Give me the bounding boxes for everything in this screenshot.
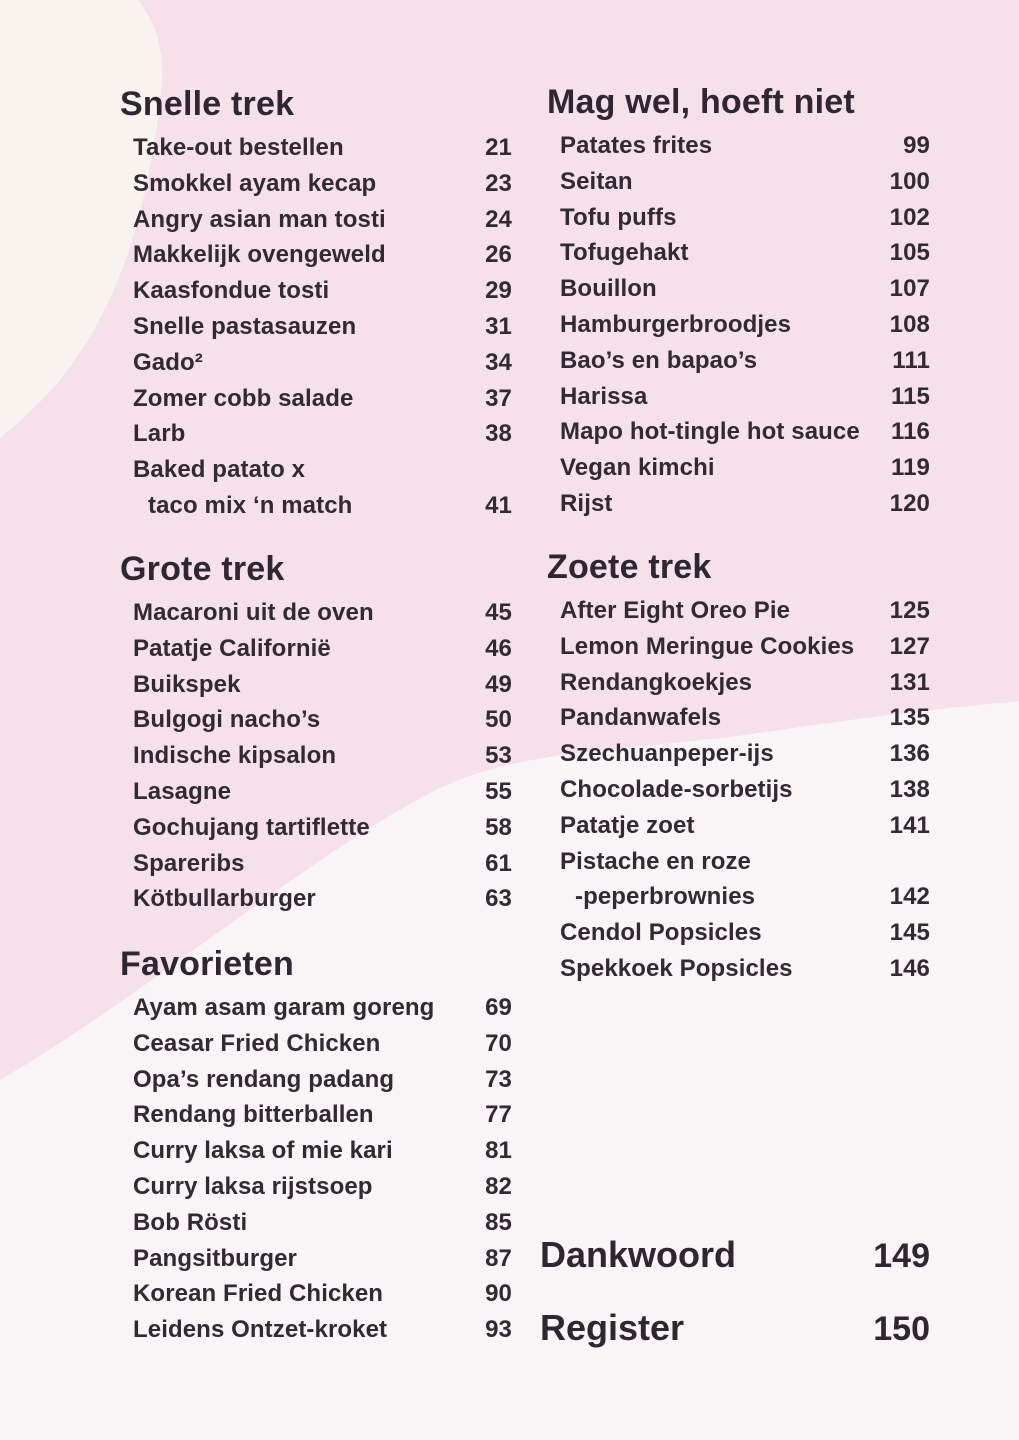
toc-list-favorieten — [120, 990, 512, 1348]
toc-entry-page: 146 — [889, 954, 930, 982]
toc-entry-label: Macaroni uit de oven — [133, 599, 374, 626]
toc-entry-page: 127 — [889, 632, 930, 660]
toc-entry-page: 125 — [889, 597, 930, 624]
toc-entry — [547, 128, 930, 164]
toc-entry — [120, 1205, 512, 1241]
toc-entry — [547, 915, 930, 951]
toc-entry-page: 99 — [903, 132, 930, 159]
toc-entry-page: 87 — [485, 1244, 512, 1272]
toc-entry-label: Take-out bestellen — [133, 134, 344, 161]
toc-entry-label: Kötbullarburger — [133, 885, 316, 913]
toc-entry-page: 73 — [485, 1065, 512, 1093]
toc-entry — [120, 381, 512, 417]
toc-entry-label: Vegan kimchi — [560, 454, 715, 482]
toc-entry-label: Pandanwafels — [560, 704, 722, 732]
toc-entry-page: 81 — [485, 1137, 512, 1165]
toc-entry-page: 82 — [485, 1172, 512, 1200]
toc-entry-label: Curry laksa rijstsoep — [133, 1172, 373, 1200]
toc-entry — [120, 774, 512, 810]
toc-entry — [120, 1169, 512, 1205]
toc-entry-page: 120 — [889, 489, 930, 517]
section-title-mag-wel-hoeft-niet: Mag wel, hoeft niet — [547, 83, 855, 121]
toc-entry — [120, 595, 512, 631]
toc-entry-page: 136 — [889, 740, 930, 768]
toc-entry-label: Mapo hot-tingle hot sauce — [560, 418, 860, 446]
toc-entry — [120, 1312, 512, 1348]
toc-entry — [120, 846, 512, 882]
register-entry — [540, 1307, 930, 1350]
toc-entry — [120, 1133, 512, 1169]
toc-entry-page: 37 — [485, 384, 512, 412]
toc-entry-label: Bulgogi nacho’s — [133, 706, 321, 734]
toc-entry — [120, 488, 512, 524]
toc-entry-page: 90 — [485, 1280, 512, 1308]
toc-entry-page: 63 — [485, 885, 512, 913]
toc-entry — [120, 738, 512, 774]
toc-entry-page: 21 — [485, 134, 512, 161]
section-title-zoete-trek: Zoete trek — [547, 548, 712, 586]
toc-entry-page: 145 — [889, 919, 930, 947]
toc-entry-page: 23 — [485, 169, 512, 197]
toc-entry — [120, 990, 512, 1026]
section-mag-wel-hoeft-niet — [547, 82, 930, 522]
register-label: Register — [540, 1307, 685, 1348]
toc-entry-label: Tofu puffs — [560, 203, 677, 231]
toc-entry-label: Chocolade-sorbetijs — [560, 775, 793, 803]
toc-entry-page: 31 — [485, 312, 512, 340]
toc-entry — [547, 772, 930, 808]
toc-list-zoete-trek — [547, 593, 930, 987]
toc-entry — [120, 631, 512, 667]
toc-entry — [120, 1097, 512, 1133]
toc-entry-label: Kaasfondue tosti — [133, 277, 330, 305]
toc-entry — [547, 164, 930, 200]
toc-entry-page: 77 — [485, 1101, 512, 1129]
toc-entry-page: 38 — [485, 420, 512, 448]
toc-entry-label: Patates frites — [560, 132, 713, 159]
toc-entry-page: 102 — [889, 203, 930, 231]
toc-entry-label: Rijst — [560, 489, 613, 517]
toc-entry-page: 142 — [889, 883, 930, 911]
toc-entry-label: Makkelijk ovengeweld — [133, 241, 386, 269]
section-zoete-trek — [547, 547, 930, 987]
toc-entry-label: Tofugehakt — [560, 239, 689, 267]
toc-entry — [547, 486, 930, 522]
toc-entry — [547, 379, 930, 415]
toc-entry — [547, 200, 930, 236]
toc-entry — [120, 273, 512, 309]
toc-entry — [547, 450, 930, 486]
toc-entry-label: Pistache en roze — [560, 847, 752, 875]
toc-entry-label: Pangsitburger — [133, 1244, 297, 1272]
toc-entry — [120, 810, 512, 846]
dankwoord-entry — [540, 1234, 930, 1277]
toc-entry-label: Indische kipsalon — [133, 742, 337, 770]
toc-entry — [547, 307, 930, 343]
section-snelle-trek — [120, 84, 512, 524]
toc-entry-page: 141 — [889, 811, 930, 839]
toc-entry-page: 55 — [485, 777, 512, 805]
toc-entry — [120, 345, 512, 381]
toc-entry — [120, 416, 512, 452]
toc-entry-page: 93 — [485, 1316, 512, 1344]
toc-entry — [120, 702, 512, 738]
section-title-favorieten: Favorieten — [120, 945, 294, 983]
section-title-snelle-trek: Snelle trek — [120, 85, 295, 123]
toc-entry-label: Bouillon — [560, 275, 657, 303]
toc-entry — [120, 1026, 512, 1062]
toc-entry-page: 131 — [889, 668, 930, 696]
toc-entry — [120, 452, 512, 488]
toc-entry-page: 70 — [485, 1029, 512, 1057]
toc-entry — [547, 593, 930, 629]
toc-entry-label: Ayam asam garam goreng — [133, 994, 435, 1021]
toc-entry-page: 69 — [485, 994, 512, 1021]
toc-entry-page: 116 — [890, 418, 930, 446]
toc-entry-label: Lemon Meringue Cookies — [560, 632, 855, 660]
toc-entry-label: Angry asian man tosti — [133, 205, 386, 233]
toc-entry-page: 41 — [485, 491, 512, 519]
toc-entry — [547, 808, 930, 844]
toc-entry-label: Buikspek — [133, 670, 241, 698]
toc-entry-label: Opa’s rendang padang — [133, 1065, 395, 1093]
toc-entry-label: Curry laksa of mie kari — [133, 1137, 393, 1165]
toc-entry — [120, 202, 512, 238]
toc-entry — [120, 166, 512, 202]
toc-entry — [547, 844, 930, 880]
toc-entry-page: 34 — [485, 348, 512, 376]
toc-entry-label: Rendangkoekjes — [560, 668, 753, 696]
toc-entry-label: Larb — [133, 420, 186, 448]
dankwoord-label: Dankwoord — [540, 1234, 737, 1275]
toc-entry — [120, 1062, 512, 1098]
toc-entry — [547, 629, 930, 665]
toc-list-grote-trek — [120, 595, 512, 917]
toc-entry-label: Ceasar Fried Chicken — [133, 1029, 381, 1057]
toc-list-mag-wel-hoeft-niet — [547, 128, 930, 522]
toc-entry — [547, 665, 930, 701]
toc-entry-page: 53 — [485, 742, 512, 770]
toc-entry-page: 24 — [485, 205, 512, 233]
toc-entry-page: 115 — [890, 382, 930, 410]
toc-entry — [120, 667, 512, 703]
toc-entry — [547, 879, 930, 915]
toc-entry-label: Snelle pastasauzen — [133, 312, 357, 340]
toc-entry — [547, 343, 930, 379]
toc-entry — [547, 235, 930, 271]
toc-entry — [120, 881, 512, 917]
toc-entry-page: 26 — [485, 241, 512, 269]
toc-entry — [547, 700, 930, 736]
toc-entry-label: Patatje zoet — [560, 811, 695, 839]
toc-entry-label: Gado² — [133, 348, 203, 376]
toc-entry-page: 119 — [890, 454, 930, 482]
toc-entry-page: 50 — [485, 706, 512, 734]
toc-entry-page: 108 — [889, 310, 930, 338]
section-favorieten — [120, 944, 512, 1348]
toc-entry — [120, 130, 512, 166]
toc-entry-page: 58 — [485, 813, 512, 841]
section-title-grote-trek: Grote trek — [120, 550, 285, 588]
toc-entry-label: taco mix ‘n match — [148, 491, 353, 519]
toc-entry-label: Seitan — [560, 167, 633, 195]
toc-entry-label: -peperbrownies — [575, 883, 756, 911]
toc-entry-label: Leidens Ontzet-kroket — [133, 1316, 388, 1344]
toc-entry-label: Spekkoek Popsicles — [560, 954, 793, 982]
register-page: 150 — [873, 1310, 930, 1348]
toc-entry-label: Patatje Californië — [133, 634, 331, 662]
toc-entry-page: 49 — [485, 670, 512, 698]
toc-entry — [547, 951, 930, 987]
section-grote-trek — [120, 549, 512, 917]
toc-entry-label: Korean Fried Chicken — [133, 1280, 384, 1308]
toc-entry-label: Hamburgerbroodjes — [560, 310, 792, 338]
toc-entry-page: 46 — [485, 634, 512, 662]
toc-entry-page: 45 — [485, 599, 512, 626]
toc-entry-label: Smokkel ayam kecap — [133, 169, 377, 197]
toc-entry-label: Spareribs — [133, 849, 245, 877]
toc-entry-label: Bob Rösti — [133, 1208, 248, 1236]
toc-entry — [547, 736, 930, 772]
toc-entry — [120, 1241, 512, 1277]
toc-entry-label: Harissa — [560, 382, 648, 410]
toc-entry-label: Gochujang tartiflette — [133, 813, 370, 841]
dankwoord-page: 149 — [873, 1237, 930, 1275]
toc-entry-page: 85 — [485, 1208, 512, 1236]
toc-entry — [120, 1276, 512, 1312]
toc-entry-page: 135 — [889, 704, 930, 732]
toc-entry-label: Zomer cobb salade — [133, 384, 354, 412]
toc-list-snelle-trek — [120, 130, 512, 524]
toc-entry-label: After Eight Oreo Pie — [560, 597, 791, 624]
toc-entry-page: 107 — [889, 275, 930, 303]
toc-entry — [547, 414, 930, 450]
toc-entry-page: 100 — [889, 167, 930, 195]
toc-entry-page: 61 — [485, 849, 512, 877]
toc-entry-label: Rendang bitterballen — [133, 1101, 374, 1129]
toc-entry-label: Baked patato x — [133, 456, 306, 484]
toc-entry — [120, 237, 512, 273]
toc-entry-label: Szechuanpeper-ijs — [560, 740, 774, 768]
toc-entry — [547, 271, 930, 307]
toc-entry-page: 111 — [892, 346, 930, 374]
toc-entry-label: Lasagne — [133, 777, 232, 805]
toc-entry-label: Bao’s en bapao’s — [560, 346, 758, 374]
toc-entry-page: 138 — [889, 775, 930, 803]
toc-entry-label: Cendol Popsicles — [560, 919, 762, 947]
toc-entry-page: 105 — [889, 239, 930, 267]
toc-entry — [120, 309, 512, 345]
toc-entry-page: 29 — [485, 277, 512, 305]
